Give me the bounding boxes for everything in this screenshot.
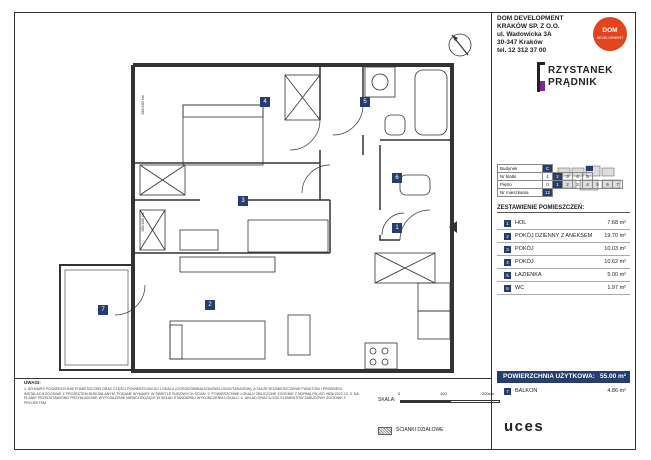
compass-icon <box>447 32 473 58</box>
rooms-list <box>497 217 630 295</box>
dimension-label-1: 150/160 cm <box>141 95 145 115</box>
room-name: POKÓJ <box>515 246 534 252</box>
project-logo-accent <box>540 81 545 91</box>
info-row-label: Nr mieszkania <box>498 189 543 197</box>
usable-area-value: 55.00 m² <box>599 373 626 380</box>
scale-tick-200: 200cm <box>482 391 495 396</box>
info-cell: 2 <box>563 181 573 189</box>
room-label-1: 1 <box>392 223 402 233</box>
company-city: 30-347 Kraków <box>497 39 543 46</box>
info-cell: 12 <box>543 189 553 197</box>
info-cell: 1 <box>543 173 553 181</box>
room-area: 5.00 m² <box>607 272 626 278</box>
floor-plan <box>40 25 485 375</box>
scale-tick-100: 100 <box>440 391 447 396</box>
room-num: 4 <box>504 259 511 266</box>
room-area: 10.03 m² <box>604 246 626 252</box>
room-area: 1.97 m² <box>607 285 626 291</box>
room-label-3: 3 <box>238 196 248 206</box>
company-phone: tel. 12 312 37 00 <box>497 47 547 54</box>
room-area: 19.70 m² <box>604 233 626 239</box>
info-cell: 4 <box>573 173 583 181</box>
room-num: 6 <box>504 285 511 292</box>
room-label-6: 6 <box>392 173 402 183</box>
project-logo <box>548 65 613 89</box>
dimension-label-2: 150/160 cm <box>141 212 145 232</box>
info-cell: 4 <box>583 181 593 189</box>
company-name: DOM DEVELOPMENT <box>497 15 564 22</box>
info-cell: 5 <box>593 181 603 189</box>
room-row <box>497 256 630 269</box>
room-num: 3 <box>504 246 511 253</box>
room-name: HOL <box>515 220 527 226</box>
balcony-area: 4.86 m² <box>607 388 626 394</box>
room-name: ŁAZIENKA <box>515 272 542 278</box>
scale-bar <box>400 400 500 403</box>
info-row-label: Nr klatki <box>498 173 543 181</box>
project-name-line1: RZYSTANEK <box>548 65 613 76</box>
room-num: 2 <box>504 233 511 240</box>
room-row <box>497 217 630 230</box>
room-label-4: 4 <box>260 97 270 107</box>
info-row-label: Piętro <box>498 181 543 189</box>
company-street: ul. Wadowicka 3A <box>497 31 552 38</box>
scale-tick-0: 0 <box>398 391 401 396</box>
room-label-7: 7 <box>98 305 108 315</box>
room-num: 1 <box>504 220 511 227</box>
info-cell: 5 <box>583 173 593 181</box>
usable-area-bar <box>497 371 630 383</box>
info-cell: 1 <box>553 181 563 189</box>
info-row-label: Budynek <box>498 165 543 173</box>
logo-text: DOM <box>602 27 618 34</box>
info-cell: 0 <box>543 181 553 189</box>
apartment-info-table <box>497 164 623 197</box>
room-name: POKÓJ DZIENNY Z ANEKSEM <box>515 233 593 239</box>
info-row <box>498 181 623 189</box>
balcony-row <box>497 386 630 398</box>
info-cell: 6 <box>603 181 613 189</box>
room-area: 10.62 m² <box>604 259 626 265</box>
company-info <box>497 15 563 55</box>
room-num: 5 <box>504 272 511 279</box>
scale-label: SKALA: <box>378 397 396 403</box>
info-cell: 3 <box>563 173 573 181</box>
info-row <box>498 165 623 173</box>
usable-area-label: POWIERZCHNIA UŻYTKOWA: <box>503 373 595 380</box>
project-name-line2: PRĄDNIK <box>548 77 598 88</box>
balcony-num: 7 <box>504 388 511 395</box>
room-area: 7.68 m² <box>607 220 626 226</box>
bottom-logo: uces <box>504 418 545 435</box>
info-row <box>498 173 623 181</box>
info-cell: 3 <box>573 181 583 189</box>
walls-legend-label: ŚCIANKI DZIAŁOWE <box>396 427 444 433</box>
room-label-2: 2 <box>205 300 215 310</box>
room-name: POKÓJ <box>515 259 534 265</box>
room-row <box>497 230 630 243</box>
rooms-header: ZESTAWIENIE POMIESZCZEŃ: <box>497 205 630 213</box>
info-cell: 2 <box>553 173 563 181</box>
info-cell: 7 <box>613 181 623 189</box>
notes-divider <box>14 378 491 379</box>
info-cell: C <box>543 165 553 173</box>
info-row <box>498 189 623 197</box>
company-logo <box>593 17 627 51</box>
logo-subtext: DEVELOPMENT <box>596 36 624 40</box>
room-row <box>497 243 630 256</box>
room-name: WC <box>515 285 525 291</box>
sidebar-divider <box>491 12 492 450</box>
room-label-5: 5 <box>360 97 370 107</box>
balcony-name: BALKON <box>515 388 538 394</box>
notes-text: 1. WYMIARY POWIERZCHNIE POMIESZCZEŃ ORAZ CZĘŚCI POWIERZCHNI DO LOKALU (OGRODÓW/BALKONÓW/LOGGII/TARASÓW), A TAKŻE ROZMIESZCZENIE PUNKTÓW I PRZEBIEGI INSTALACJI ZGODNIE Z PROJEKTEM BUDOWLANYM. PODANE WYMIARY W ŚWIETLE SUROWYCH ŚCIAN. 2. POWIERZCHNIE LOKALU OBLICZONE ZGODNIE Z NORMĄ PN-ISO 9836:2022-12. 3. NA PLANIE PRZEDSTAWIONO PRZYKŁADOWE WYPOSAŻENIE NIEWCHODZĄCE W SKŁAD STANDARDU WYKOŃCZENIA LOKALU. 4. UKŁAD ORAZ ILOŚĆ ELEMENTÓW ZABUDOWY ZGODNIE Z PROJEKTEM. <box>24 387 359 405</box>
room-row <box>497 269 630 282</box>
room-row <box>497 282 630 295</box>
company-name-2: KRAKÓW SP. Z O.O. <box>497 23 560 30</box>
notes-header: UWAGI: <box>24 380 41 385</box>
walls-legend-swatch <box>378 427 392 435</box>
entrance-arrow-icon <box>448 221 458 233</box>
